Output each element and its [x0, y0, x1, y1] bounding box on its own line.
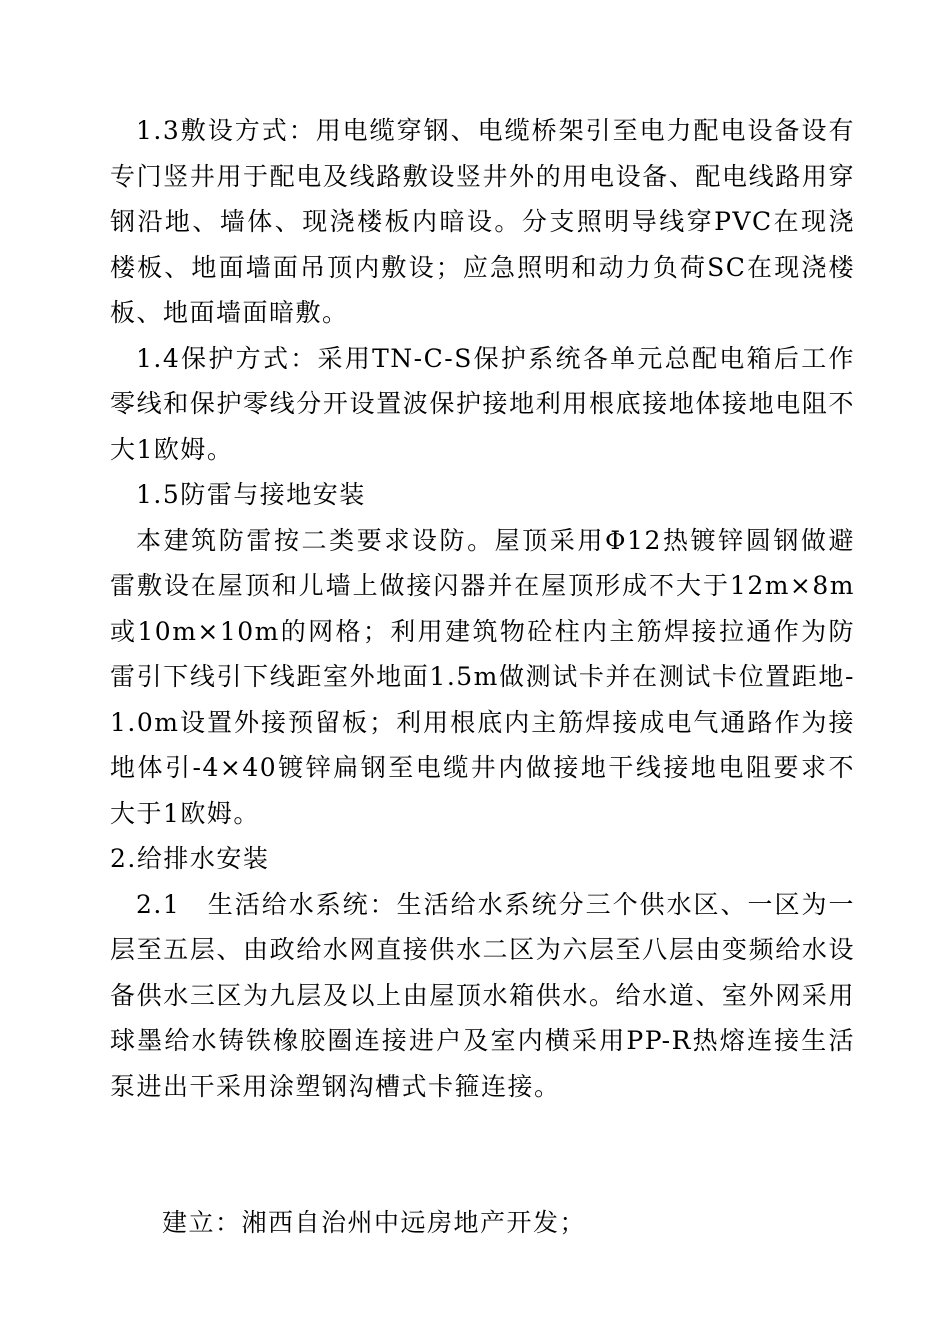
- blank-space: [110, 1109, 855, 1200]
- paragraph-2-1-domestic-water-supply: 2.1 生活给水系统：生活给水系统分三个供水区、一区为一层至五层、由政给水网直接供水二区为六层至八层由变频给水设备供水三区为九层及以上由屋顶水箱供水。给水道、室外网采用球墨给水铸铁橡胶圈连接进户及室内横采用PP-R热熔连接生活泵进出干采用涂塑钢沟槽式卡箍连接。: [110, 889, 855, 1101]
- document-body: [110, 108, 855, 1246]
- paragraph-1-4-protection-method: 1.4保护方式：采用TN-C-S保护系统各单元总配电箱后工作零线和保护零线分开设置波保护接地利用根底接地体接地电阻不大1欧姆。: [110, 343, 855, 464]
- paragraph-lightning-protection-details: 本建筑防雷按二类要求设防。屋顶采用Φ12热镀锌圆钢做避雷敷设在屋顶和儿墙上做接闪器并在屋顶形成不大于12m×8m或10m×10m的网格；利用建筑物砼柱内主筋焊接拉通作为防雷引下线引下线距室外地面1.5m做测试卡并在测试卡位置距地-1.0m设置外接预留板；利用根底内主筋焊接成电气通路作为接地体引-4×40镀锌扁钢至电缆井内做接地干线接地电阻要求不大于1欧姆。: [110, 525, 855, 828]
- heading-2-water-supply-drainage: 2.给排水安装: [110, 844, 270, 873]
- heading-1-5-lightning-protection: 1.5防雷与接地安装: [136, 480, 366, 509]
- developer-signature-line: 建立：湘西自治州中远房地产开发；: [162, 1208, 587, 1237]
- paragraph-1-3-laying-method: 1.3敷设方式：用电缆穿钢、电缆桥架引至电力配电设备设有专门竖井用于配电及线路敷设竖井外的用电设备、配电线路用穿钢沿地、墙体、现浇楼板内暗设。分支照明导线穿PVC在现浇楼板、地面墙面吊顶内敷设；应急照明和动力负荷SC在现浇楼板、地面墙面暗敷。: [110, 116, 855, 327]
